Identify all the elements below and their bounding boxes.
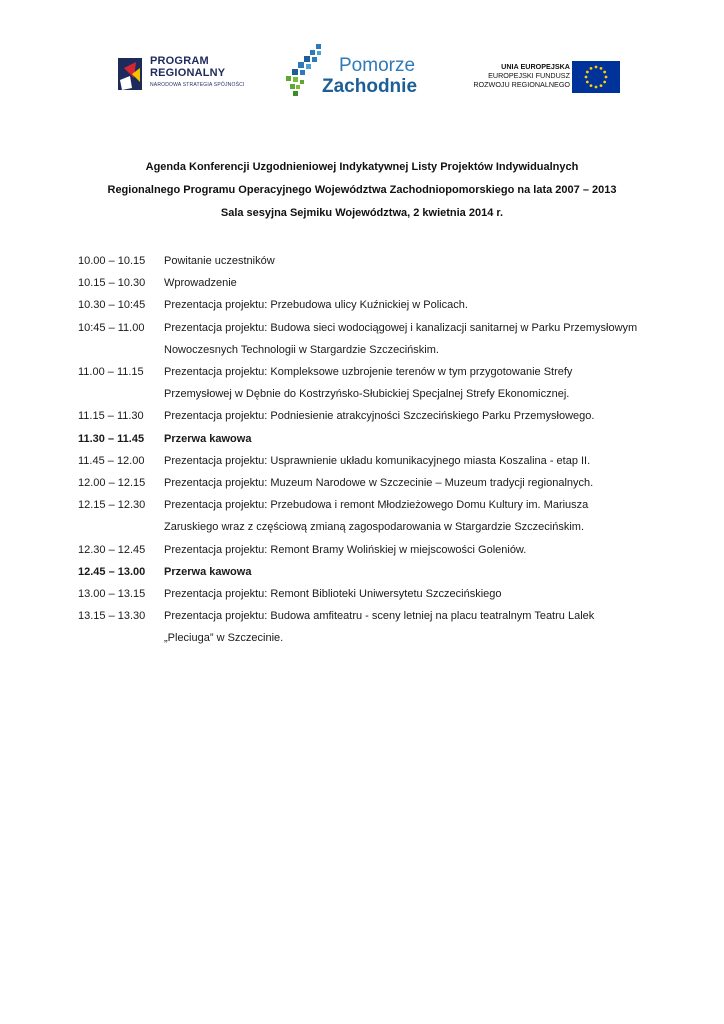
agenda-break-row — [78, 561, 678, 583]
agenda-description: Zaruskiego wraz z częściową zmianą zagospodarowania w Stargardzie Szczecińskim. — [164, 521, 585, 534]
agenda-time: 11.45 – 12.00 — [78, 454, 145, 467]
logo-bar — [0, 40, 724, 100]
agenda-description: Prezentacja projektu: Przebudowa ulicy Kuźnickiej w Policach. — [164, 299, 468, 312]
program-regionalny-line1: PROGRAM — [150, 55, 209, 67]
eu-star-icon — [603, 71, 606, 74]
pomorze-zachodnie-logo — [282, 42, 422, 100]
agenda-description: Powitanie uczestników — [164, 255, 275, 267]
program-regionalny-line2: REGIONALNY — [150, 67, 226, 79]
agenda-row — [78, 317, 678, 361]
eu-star-icon — [595, 66, 598, 69]
agenda-description: Prezentacja projektu: Przebudowa i remont Młodzieżowego Domu Kultury im. Mariusza — [164, 499, 589, 512]
agenda-row — [78, 450, 678, 472]
agenda-time: 13.15 – 13.30 — [78, 610, 146, 623]
agenda-title-line1: Agenda Konferencji Uzgodnieniowej Indykatywnej Listy Projektów Indywidualnych — [145, 161, 579, 173]
agenda-time: 12.15 – 12.30 — [78, 499, 146, 512]
eu-logo — [458, 61, 622, 95]
agenda-time: 11.00 – 11.15 — [78, 366, 144, 379]
agenda-description: Prezentacja projektu: Remont Biblioteki Uniwersytetu Szczecińskiego — [164, 588, 502, 601]
agenda-description: Wprowadzenie — [164, 277, 237, 290]
agenda-title-line2: Regionalnego Programu Operacyjnego Województwa Zachodniopomorskiego na lata 2007 – 2013 — [107, 184, 617, 196]
program-regionalny-logo — [114, 54, 254, 98]
eu-line3: ROZWOJU REGIONALNEGO — [473, 80, 570, 90]
agenda-row — [78, 472, 678, 494]
program-regionalny-tagline: NARODOWA STRATEGIA SPÓJNOŚCI — [150, 82, 245, 88]
pomorze-zachodnie-line1: Pomorze — [339, 55, 416, 76]
agenda-description: Prezentacja projektu: Podniesienie atrakcyjności Szczecińskiego Parku Przemysłowego. — [164, 410, 595, 423]
agenda-time: 11.15 – 11.30 — [78, 410, 144, 423]
program-regionalny-emblem-icon — [114, 54, 146, 94]
eu-star-icon — [586, 81, 589, 84]
agenda-description: Prezentacja projektu: Usprawnienie układu komunikacyjnego miasta Koszalina - etap II. — [164, 454, 591, 467]
agenda-row — [78, 294, 678, 316]
agenda-description: Przerwa kawowa — [164, 432, 252, 445]
agenda-break-row — [78, 428, 678, 450]
agenda-venue-date: Sala sesyjna Sejmiku Województwa, 2 kwietnia 2014 r. — [220, 207, 504, 219]
eu-star-icon — [600, 84, 603, 87]
eu-star-icon — [595, 86, 598, 89]
agenda-time: 12.45 – 13.00 — [78, 565, 146, 578]
eu-logo-text — [473, 62, 570, 90]
agenda-description: Prezentacja projektu: Remont Bramy Wolińskiej w miejscowości Goleniów. — [164, 543, 527, 556]
agenda-description: Prezentacja projektu: Budowa sieci wodociągowej i kanalizacji sanitarnej w Parku Przemysłowym — [164, 321, 638, 334]
agenda-time: 11.30 – 11.45 — [78, 432, 145, 445]
agenda-description: Prezentacja projektu: Muzeum Narodowe w Szczecinie – Muzeum tradycji regionalnych. — [164, 477, 594, 490]
eu-star-icon — [585, 76, 588, 79]
agenda-time: 10:45 – 11.00 — [78, 321, 145, 334]
agenda-row — [78, 605, 678, 649]
eu-star-icon — [590, 84, 593, 87]
agenda-description: Nowoczesnych Technologii w Stargardzie Szczecińskim. — [164, 343, 439, 356]
agenda-list — [78, 250, 678, 650]
agenda-description: Prezentacja projektu: Budowa amfiteatru - sceny letniej na placu teatralnym Teatru Lalek — [164, 610, 595, 623]
pomorze-zachodnie-emblem-icon — [282, 42, 326, 100]
eu-star-icon — [605, 76, 608, 79]
agenda-row — [78, 361, 678, 405]
pomorze-zachodnie-line2: Zachodnie — [322, 76, 418, 97]
agenda-time: 13.00 – 13.15 — [78, 588, 146, 601]
eu-star-icon — [590, 67, 593, 70]
agenda-description: Przerwa kawowa — [164, 565, 252, 578]
eu-flag-icon — [572, 61, 620, 93]
agenda-row — [78, 250, 678, 272]
eu-line2: EUROPEJSKI FUNDUSZ — [488, 71, 570, 81]
agenda-time: 10.00 – 10.15 — [78, 255, 146, 267]
agenda-row — [78, 583, 678, 605]
eu-star-icon — [600, 67, 603, 70]
agenda-row — [78, 539, 678, 561]
agenda-description: Prezentacja projektu: Kompleksowe uzbrojenie terenów w tym przygotowanie Strefy — [164, 366, 573, 379]
agenda-time: 12.30 – 12.45 — [78, 543, 146, 556]
eu-star-icon — [603, 81, 606, 84]
agenda-description: „Pleciuga” w Szczecinie. — [164, 632, 284, 645]
eu-line1: UNIA EUROPEJSKA — [501, 62, 570, 71]
agenda-time: 12.00 – 12.15 — [78, 477, 146, 490]
agenda-time: 10.15 – 10.30 — [78, 277, 146, 290]
eu-star-icon — [586, 71, 589, 74]
agenda-row — [78, 272, 678, 294]
agenda-time: 10.30 – 10:45 — [78, 299, 146, 312]
agenda-row — [78, 405, 678, 427]
agenda-description: Przemysłowej w Dębnie do Kostrzyńsko-Słubickiej Specjalnej Strefy Ekonomicznej. — [164, 388, 570, 401]
agenda-row — [78, 494, 678, 538]
